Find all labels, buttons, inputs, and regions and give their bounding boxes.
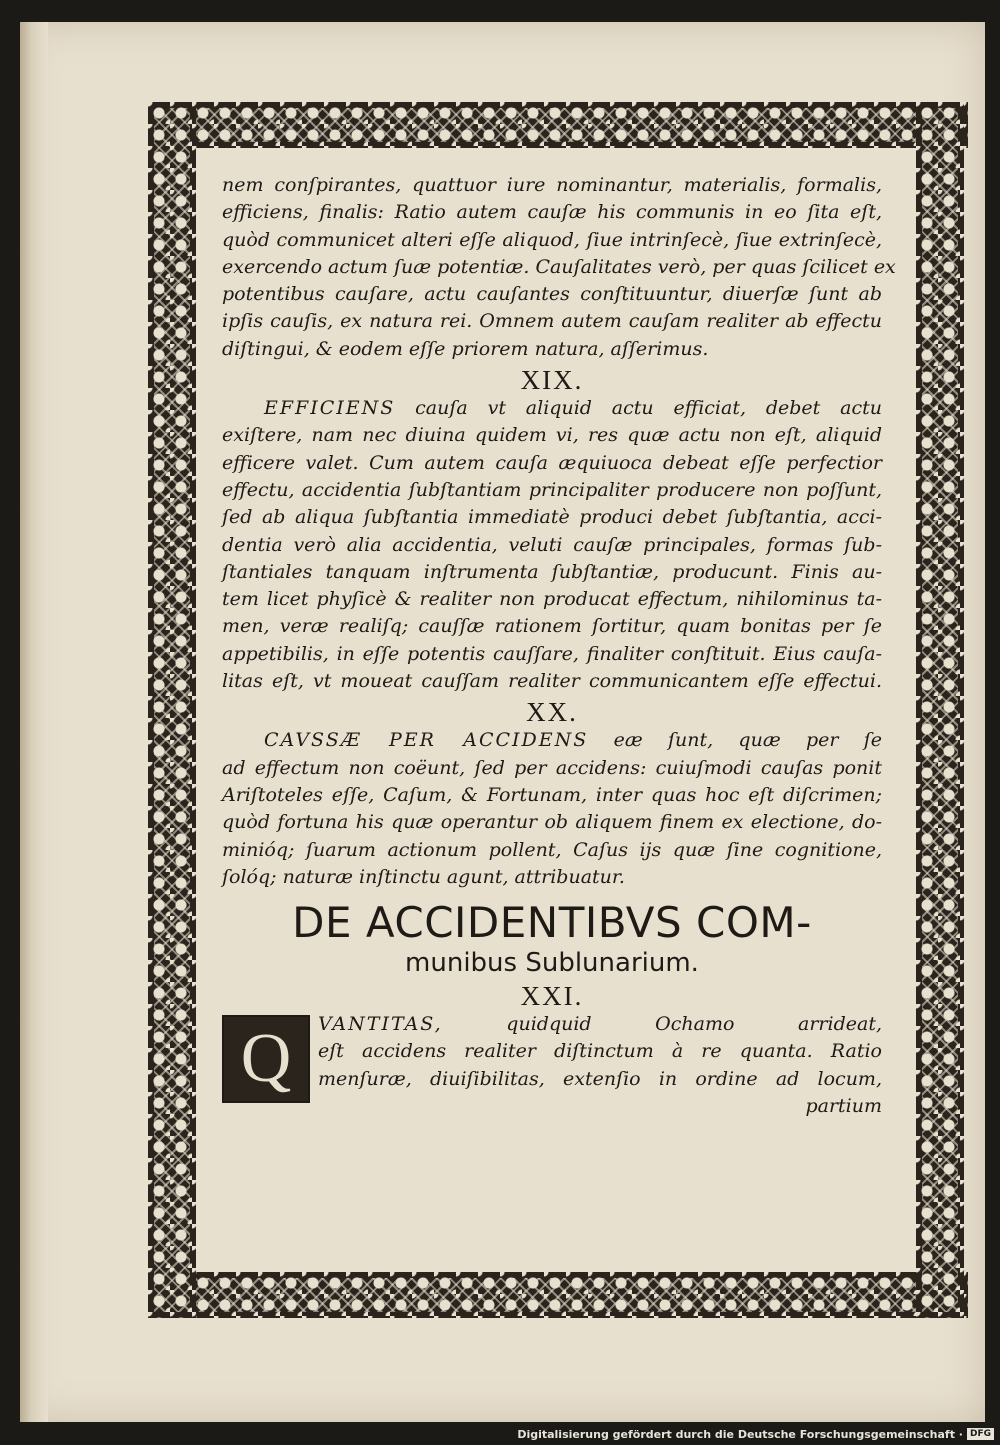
text-line bbox=[222, 395, 882, 422]
chapter-heading: DE ACCIDENTIBVS COM- bbox=[292, 898, 812, 948]
border-left bbox=[148, 102, 196, 1318]
lead-rest: cauſa vt aliquid actu efficiat, debet actu bbox=[395, 397, 882, 420]
text-line: ſolóq; naturæ inſtinctu agunt, attribuatur. bbox=[222, 865, 625, 888]
lead-rest: quidquid Ochamo arrideat, bbox=[442, 1013, 882, 1036]
border-bottom bbox=[148, 1272, 968, 1318]
text-line: potentibus cauſare, actu cauſantes conſtituuntur, diuerſæ ſunt ab bbox=[222, 283, 882, 306]
footer-credit: Digitalisierung gefördert durch die Deutsche Forschungsgemeinschaft · bbox=[517, 1427, 963, 1441]
text-line: ſtantiales tanquam inſtrumenta ſubſtantiæ, producunt. Finis au- bbox=[222, 560, 882, 583]
catchword: partium bbox=[805, 1095, 882, 1118]
paragraph-per-accidens bbox=[222, 727, 882, 891]
text-line: men, veræ realiſq; cauſſæ rationem ſortitur, quam bonitas per ſe bbox=[222, 615, 882, 638]
section-number-19: XIX. bbox=[520, 365, 584, 396]
text-line: quòd communicet alteri eſſe aliquod, ſiue intrinſecè, ſiue extrinſecè, bbox=[222, 228, 882, 251]
paragraph-causes bbox=[222, 172, 896, 363]
section-number-20: XX. bbox=[526, 697, 578, 728]
dfg-logo: DFG bbox=[967, 1428, 994, 1440]
lead-word: CAVSSÆ PER ACCIDENS bbox=[264, 729, 589, 752]
text-line: efficiens, finalis: Ratio autem cauſæ his communis in eo ſita eſt, bbox=[222, 201, 882, 224]
page-edge bbox=[20, 22, 48, 1422]
text-line: appetibilis, in eſſe potentis cauſſare, finaliter conſtituit. Eius cauſa- bbox=[222, 642, 882, 665]
text-line: menſuræ, diuiſibilitas, extenſio in ordine ad locum, bbox=[318, 1067, 882, 1090]
text-line: dentia verò alia accidentia, veluti cauſæ principales, formas ſub- bbox=[222, 533, 882, 556]
text-line: exercendo actum ſuæ potentiæ. Cauſalitates verò, per quas ſcilicet ex bbox=[222, 255, 896, 278]
page-text bbox=[222, 172, 896, 1120]
text-line: eſt accidens realiter diſtinctum à re quanta. Ratio bbox=[318, 1040, 882, 1063]
section-number-21: XXI. bbox=[520, 981, 584, 1012]
text-line: diſtingui, & eodem eſſe priorem natura, aſſerimus. bbox=[222, 337, 709, 360]
text-line: quòd fortuna his quæ operantur ob aliquem finem ex electione, do- bbox=[222, 811, 882, 834]
text-line: Ariſtoteles eſſe, Caſum, & Fortunam, inter quas hoc eſt diſcrimen; bbox=[222, 783, 882, 806]
text-line: exiſtere, nam nec diuina quidem vi, res quæ actu non eſt, aliquid bbox=[222, 424, 882, 447]
text-line: ad effectum non coëunt, ſed per accidens: cuiuſmodi cauſas ponit bbox=[222, 756, 882, 779]
decorated-initial bbox=[222, 1015, 310, 1103]
text-line: minióq; ſuarum actionum pollent, Caſus ijs quæ ſine cognitione, bbox=[222, 838, 882, 861]
text-line bbox=[222, 727, 882, 754]
text-line: efficere valet. Cum autem cauſa æquiuoca debeat eſſe perfectior bbox=[222, 451, 882, 474]
text-line: ſed ab aliqua ſubſtantia immediatè produci debet ſubſtantia, acci- bbox=[222, 506, 882, 529]
border-top bbox=[148, 102, 968, 148]
text-line bbox=[318, 1011, 882, 1038]
border-right bbox=[916, 102, 964, 1318]
paragraph-efficiens bbox=[222, 395, 882, 695]
text-line: ipſis cauſis, ex natura rei. Omnem autem cauſam realiter ab effectu bbox=[222, 310, 882, 333]
chapter-subheading: munibus Sublunarium. bbox=[405, 948, 699, 979]
lead-rest: eæ ſunt, quæ per ſe bbox=[588, 729, 882, 752]
text-line: nem conſpirantes, quattuor iure nominantur, materialis, formalis, bbox=[222, 174, 882, 196]
initial-letter: Q bbox=[240, 1020, 292, 1098]
digitization-footer bbox=[0, 1423, 1000, 1445]
text-line: litas eſt, vt moueat cauſſam realiter communicantem eſſe effectui. bbox=[222, 670, 882, 693]
paragraph-quantitas bbox=[222, 1011, 882, 1120]
text-line: tem licet phyſicè & realiter non producat effectum, nihilominus ta- bbox=[222, 588, 882, 611]
lead-word: VANTITAS, bbox=[318, 1013, 443, 1036]
text-line: effectu, accidentia ſubſtantiam principaliter producere non poſſunt, bbox=[222, 478, 882, 501]
lead-word: EFFICIENS bbox=[264, 397, 396, 420]
